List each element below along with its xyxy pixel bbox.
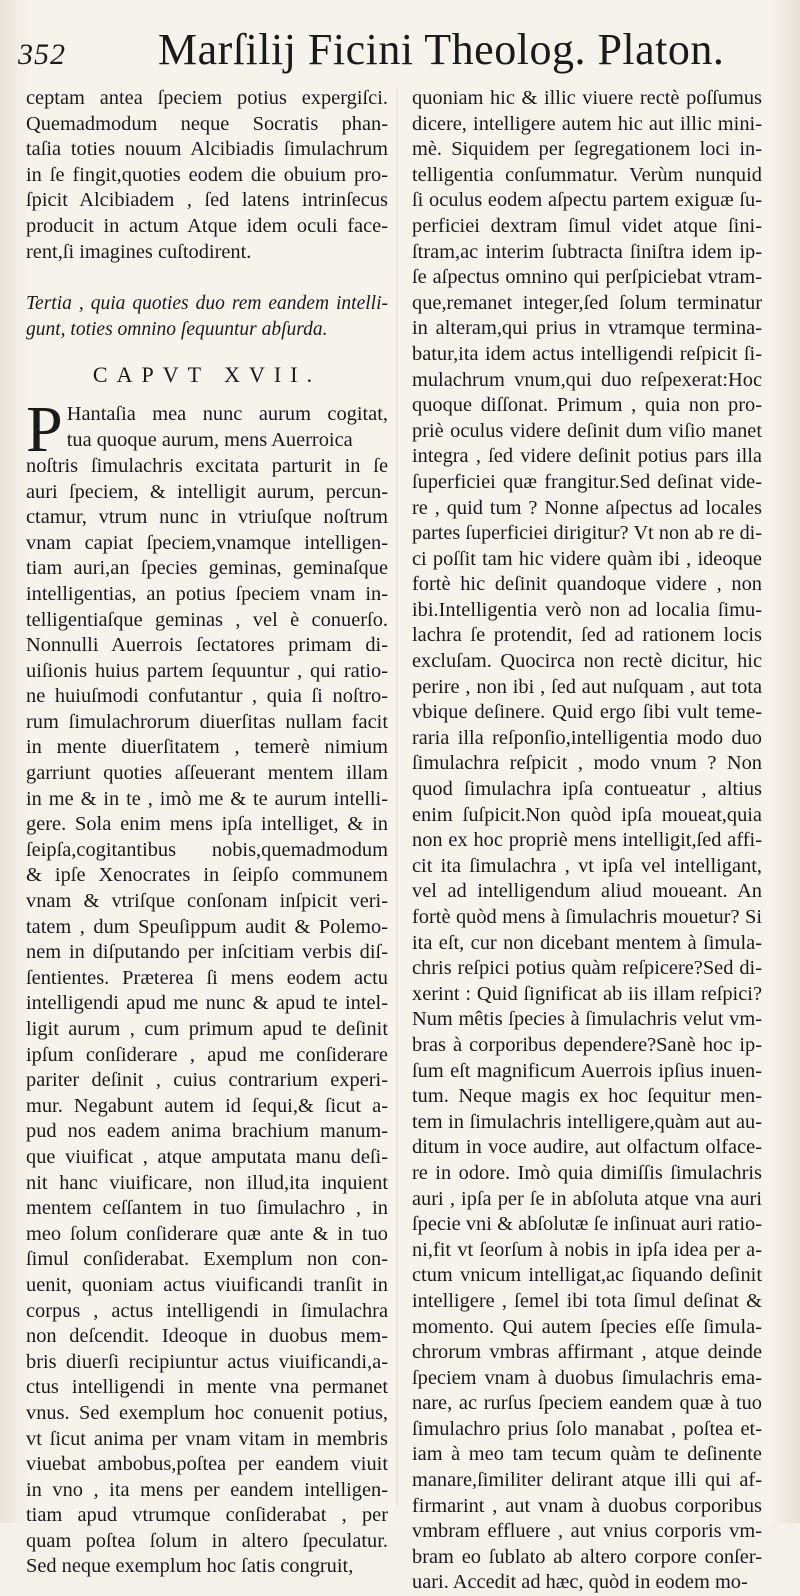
text-line: nem in diſputando per inſcitiam verbis diſ-	[26, 941, 388, 964]
text-line: que,remanet integer,ſed ſolum terminatur	[412, 291, 762, 314]
chapter-argument	[26, 291, 388, 342]
section-gap	[26, 265, 388, 291]
column-gutter	[396, 86, 398, 1506]
text-line: ſtram,ac interim ſubtracta ſiniſtra idem ip-	[412, 240, 762, 263]
text-line: chris reſpici potius quàm reſpicere?Sed di-	[412, 957, 762, 980]
text-line: vt ſicut anima per vnam vitam in membris	[26, 1427, 388, 1450]
text-line: integra , ſed videre deſinit potius pars illa	[412, 445, 762, 468]
text-line: ipſum conſiderare , apud me conſiderare	[26, 1043, 388, 1066]
text-line: mentem ceſſantem in tuo ſimulachro , in	[26, 1197, 388, 1220]
text-line: iam à meo tam tecum quàm te deſinente	[412, 1443, 762, 1466]
text-line: raria illa reſponſio,intelligentia modo duo	[412, 726, 762, 749]
text-line: priè oculus videre deſinit dum viſio manet	[412, 419, 762, 442]
text-line: re , quid tum ? Nonne aſpectus ad locales	[412, 496, 762, 519]
text-line: xerint : Quid ſignificat ab iis illam reſpici?	[412, 982, 762, 1005]
text-line: vmbram effluere , aut vnius corporis vm-	[412, 1520, 762, 1543]
text-line: nare, ac rurſus ſpeciem eandem quæ à tuo	[412, 1392, 762, 1415]
text-line: tatem , dum Speuſippum audit & Polemo-	[26, 915, 388, 938]
running-title: Marſilij Ficini Theolog. Platon.	[158, 25, 725, 74]
text-line: ci poſſit tam hic videre quàm ibi , ideoque	[412, 547, 762, 570]
text-line: intelligendi apud me nunc & apud te intel-	[26, 992, 388, 1015]
text-line: Nonnulli Auerrois ſectatores primam di-	[26, 634, 388, 657]
text-line: auri , ipſa per ſe in abſoluta atque vna auri	[412, 1187, 762, 1210]
left-column-body	[26, 454, 388, 1580]
chapter-heading: CAPVT XVII.	[92, 362, 322, 388]
text-line: dicere, intelligere autem hic aut illic mini-	[412, 112, 762, 135]
text-line: quam poſtea ſolum in altero ſpeculatur.	[26, 1529, 388, 1552]
text-line: ſimulachra reſpicit , modo vnum ? Non	[412, 752, 762, 775]
text-line: noſtris ſimulachris excitata parturit in ſe	[26, 454, 388, 477]
text-line: taſia toties nouum Alcibiadis ſimulachrum	[26, 138, 388, 161]
text-line: meo ſolum conſiderare quæ ante & in tuo	[26, 1222, 388, 1245]
text-line: tua quoque aurum, mens Auerroica	[66, 428, 353, 451]
text-line: bras à corporibus dependere?Sanè hoc ip-	[412, 1033, 762, 1056]
text-line: ditum in voce audire, aut olfactum olface-	[412, 1136, 762, 1159]
text-line: tiam apud vtrumque conſiderabat , per	[26, 1504, 388, 1527]
text-line: que viuificat , atque amputata manu deſi-	[26, 1145, 388, 1168]
text-line: ne huiuſmodi confutantur , quia ſi noſtro-	[26, 685, 388, 708]
text-line: tem in ſimulachris intelligere,quàm aut au-	[412, 1110, 762, 1133]
text-line: excluſam. Quocirca non rectè dicitur, hic	[412, 650, 762, 673]
text-line: vnam & vtriſque conſonam inſpicit veri-	[26, 890, 388, 913]
text-line: nit hanc viuificare, non illud,ita inquient	[26, 1171, 388, 1194]
right-column-body	[412, 86, 762, 1596]
page-number: 352	[18, 38, 66, 71]
text-line: non deſcendit. Ideoque in duobus mem-	[26, 1325, 388, 1348]
right-column	[412, 86, 762, 1596]
text-line: Tertia , quia quoties duo rem eandem intelli-	[26, 293, 388, 315]
text-line: ibi.Intelligentia verò non ad localia ſimu-	[412, 598, 762, 621]
text-line: ſpicit Alcibiadem , ſed latens intrinſecus	[26, 189, 388, 212]
text-line: ita eſt, cur non dicebant mentem à ſimula-	[412, 931, 762, 954]
text-line: partes ſuperficiei dirigitur? Vt non ab re di-	[412, 522, 762, 545]
text-line: non ex hoc propriè mens intelligit,ſed affi-	[412, 829, 762, 852]
text-line: pariter deſinit , cuius contrarium experi-	[26, 1069, 388, 1092]
text-line: garriunt quoties aſſeuerant mentem illam	[26, 762, 388, 785]
text-line: ſpecie vni & abſolutæ ſe inſinuat auri ratio-	[412, 1213, 762, 1236]
text-line: gere. Sola enim mens ipſa intelliget, & in	[26, 813, 388, 836]
text-line: ſpeciem vnam à duobus ſimulachris ema-	[412, 1366, 762, 1389]
text-line: rent,ſi imagines cuſtodirent.	[26, 240, 252, 263]
text-line: quod ſimulachra ipſa contueatur , altius	[412, 778, 762, 801]
text-line: enim ſuſpicit.Non quòd ipſa moueat,quia	[412, 803, 762, 826]
text-line: mur. Negabunt autem id ſequi,& ſicut a-	[26, 1094, 388, 1117]
text-line: ſum eſt magnificum Auerrois ipſius inuen-	[412, 1059, 762, 1082]
text-line: uiſionis huius partem ſequuntur , qui ratio-	[26, 659, 388, 682]
text-line: Num mêtis ſpecies à ſimulachris velut vm-	[412, 1008, 762, 1031]
page-header	[18, 18, 780, 78]
text-line: producit in actum Atque idem oculi face-	[26, 214, 388, 237]
text-line: ſuperficiei quæ frangitur.Sed deſinat vide-	[412, 470, 762, 493]
drop-cap: P	[26, 392, 63, 466]
text-line: firmarint , aut vnam à duobus corporibus	[412, 1494, 762, 1517]
text-line: corpus , actus intelligendi in ſimulachra	[26, 1299, 388, 1322]
text-line: vbique deſinere. Quid ergo ſibi vult teme-	[412, 701, 762, 724]
text-line: ceptam antea ſpeciem potius expergiſci.	[26, 87, 388, 109]
text-line: manare,ſimiliter delirant atque illi qui af-	[412, 1469, 762, 1492]
text-line: cit ita ſimulachra , vt ipſa vel intelligant,	[412, 854, 762, 877]
left-column-intro	[26, 86, 388, 265]
text-line: ni,fit vt ſeorſum à nobis in ipſa idea per a-	[412, 1238, 762, 1261]
text-line: lachra ſe protendit, ſed ad rationem locis	[412, 624, 762, 647]
text-line: gunt, toties omnino ſequuntur abſurda.	[26, 318, 328, 340]
text-line: intelligentias, an potius ſpeciem vnam in-	[26, 582, 388, 605]
text-line: rum ſimulachrorum diuerſitas nullam facit	[26, 710, 388, 733]
text-line: chrorum vmbras affirmant , atque deinde	[412, 1341, 762, 1364]
text-line: viuebat ambobus,poſtea per eandem viuit	[26, 1453, 388, 1476]
text-line: in ſe fingit,quoties eodem die obuium pro-	[26, 163, 388, 186]
text-line: telligentia conſummatur. Verùm nunquid	[412, 163, 762, 186]
text-line: ſi oculus eodem aſpectu partem exiguæ ſu-	[412, 189, 762, 212]
text-line: ſimulachro prius ſolo manabat , poſtea et-	[412, 1417, 762, 1440]
text-line: uenit, quoniam actus viuificandi tranſit in	[26, 1273, 388, 1296]
text-line: mè. Siquidem per ſegregationem loci in-	[412, 138, 762, 161]
text-line: ligit aurum , cum primum apud te deſinit	[26, 1018, 388, 1040]
text-line: vel ad intelligendum aliud moueant. An	[412, 880, 762, 903]
text-line: vnam capiat ſpeciem,vnamque intelligen-	[26, 531, 388, 554]
text-line: Sed neque exemplum hoc ſatis congruit,	[26, 1555, 354, 1578]
text-line: tiam auri,an ſpecies geminas, geminaſque	[26, 557, 388, 580]
text-line: ctum vnicum intelligat,ac ſiquando deſinit	[412, 1264, 762, 1287]
text-line: ſimul conſiderabat. Exemplum non con-	[26, 1248, 388, 1271]
text-line: auri ſpeciem, & intelligit aurum, percun-	[26, 480, 388, 503]
text-line: perire , non ibi , ſed aut nuſquam , aut tota	[412, 675, 762, 698]
text-line: ctus intelligendi in mente vna permanet	[26, 1376, 388, 1399]
text-line: bram eo ſublato ab altero corpore conſer-	[412, 1545, 762, 1568]
text-line: in mente diuerſitatem , temerè nimium	[26, 736, 388, 759]
text-line: perficiei dextram ſimul videt atque ſini-	[412, 214, 762, 237]
text-line: ſentientes. Præterea ſi mens eodem actu	[26, 966, 388, 989]
text-line: in alteram,qui prius in vtramque termina-	[412, 317, 762, 340]
text-line: ctamur, vtrum nunc in vtriuſque noſtrum	[26, 506, 388, 529]
text-line: in vno , ita mens per eandem intelligen-	[26, 1478, 388, 1501]
text-line: re in odore. Imò quia dimiſſis ſimulachris	[412, 1161, 762, 1184]
text-line: Hantaſia mea nunc aurum cogitat,	[66, 402, 388, 425]
text-line: & ipſe Xenocrates in ſeipſo communem	[26, 864, 388, 887]
text-line: pud nos eadem anima brachium manum-	[26, 1120, 388, 1143]
text-line: vnus. Sed exemplum hoc conuenit potius,	[26, 1401, 388, 1424]
text-line: intelligere , ſemel ibi tota ſimul deſinat &	[412, 1289, 762, 1312]
text-line: mulachrum vnum,qui duo reſpexerat:Hoc	[412, 368, 762, 391]
text-line: fortè hic deſinit quandoque videre , non	[412, 573, 762, 596]
text-line: uari. Accedit ad hæc, quòd in eodem mo-	[412, 1571, 748, 1594]
text-line: tum. Neque magis ex hoc ſequitur men-	[412, 1085, 762, 1108]
text-line: Quemadmodum neque Socratis phan-	[26, 112, 388, 135]
text-line: in me & in te , imò me & te aurum intelli-	[26, 787, 388, 810]
text-line: batur,ita idem actus intelligendi reſpicit ſi-	[412, 342, 762, 365]
text-line: bris diuerſi recipiuntur actus viuificandi,a-	[26, 1350, 388, 1373]
text-line: quoque diſſonat. Primum , quia non pro-	[412, 394, 762, 417]
left-column	[26, 86, 388, 1580]
text-line: ſeipſa,cogitantibus nobis,quemadmodum	[26, 838, 388, 861]
text-line: quoniam hic & illic viuere rectè poſſumus	[412, 87, 762, 109]
text-line: telligentiaſque geminas , vel è conuerſo.	[26, 608, 388, 631]
text-line: ſe aſpectus omnino qui perſpiciebat vtram-	[412, 266, 762, 289]
text-line: momento. Qui autem ſpecies eſſe ſimula-	[412, 1315, 762, 1338]
text-line: fortè quòd mens à ſimulachris mouetur? Si	[412, 906, 762, 928]
